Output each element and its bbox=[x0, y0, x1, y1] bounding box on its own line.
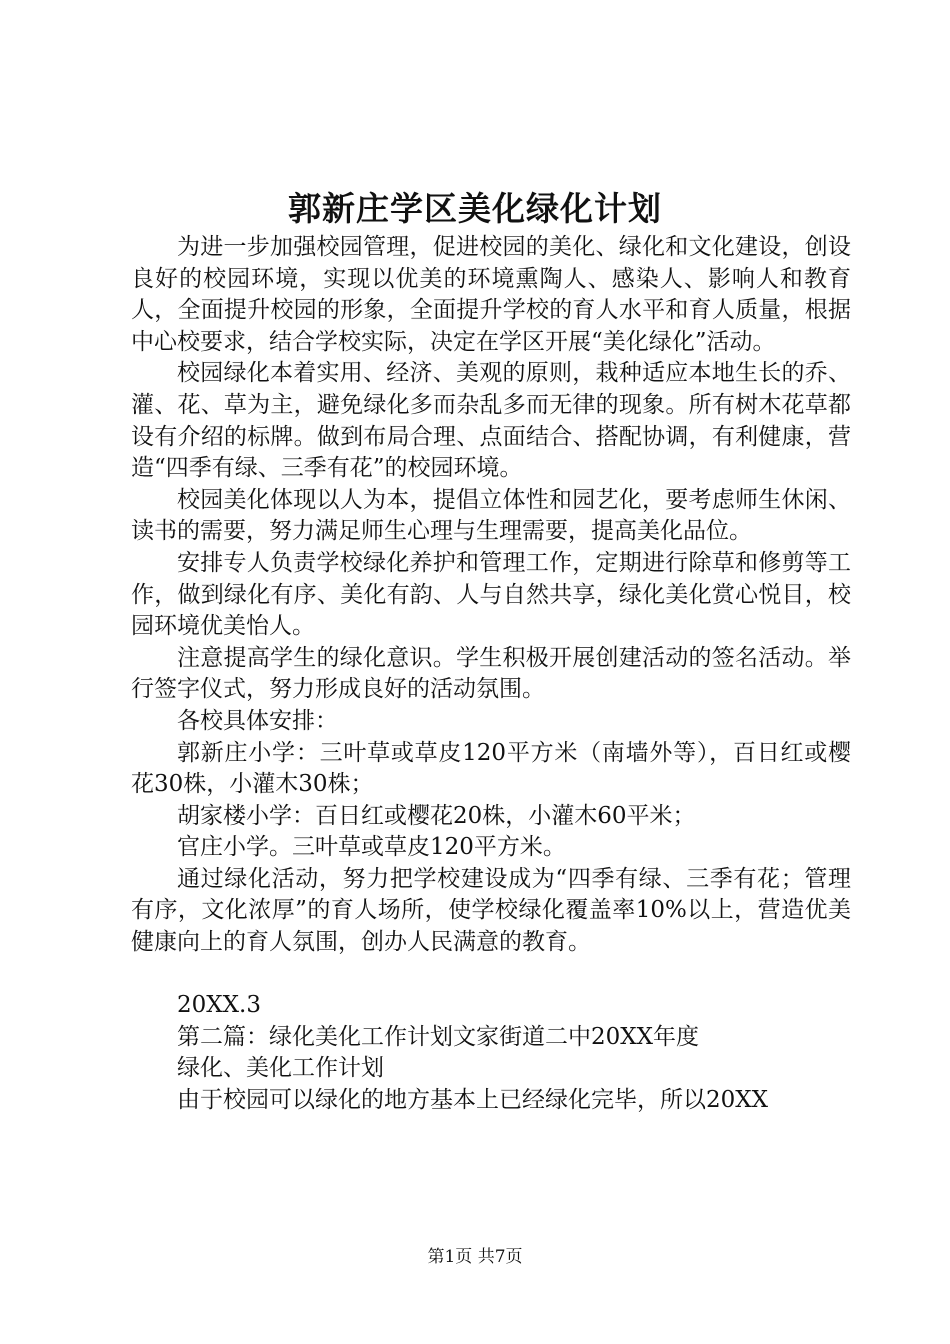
second-article-subheading: 绿化、美化工作计划 bbox=[177, 1055, 384, 1082]
paragraph-greening-principles: 校园绿化本着实用、经济、美观的原则，栽种适应本地生长的乔、灌、花、草为主，避免绿化多而杂乱多而无律的现象。所有树木花草都设有介绍的标牌。做到布局合理、点面结合、搭配协调，有利健康，营造“四季有绿、三季有花”的校园环境。 bbox=[131, 360, 851, 482]
paragraph-maintenance: 安排专人负责学校绿化养护和管理工作，定期进行除草和修剪等工作，做到绿化有序、美化有韵、人与自然共享，绿化美化赏心悦目，校园环境优美怡人。 bbox=[131, 549, 851, 640]
paragraph-guanzhuang-school: 官庄小学。三叶草或草皮120平方米。 bbox=[177, 834, 566, 861]
document-title: 郭新庄学区美化绿化计划 bbox=[288, 189, 662, 228]
document-body bbox=[131, 232, 851, 1117]
paragraph-hujialou-school: 胡家楼小学：百日红或樱花20株，小灌木60平米； bbox=[177, 802, 696, 829]
paragraph-school-arrangements-heading: 各校具体安排： bbox=[177, 707, 338, 734]
paragraph-conclusion: 通过绿化活动，努力把学校建设成为“四季有绿、三季有花；管理有序，文化浓厚”的育人场所，使学校绿化覆盖率10%以上，营造优美健康向上的育人氛围，创办人民满意的教育。 bbox=[131, 865, 851, 956]
paragraph-guoxinzhuang-school: 郭新庄小学：三叶草或草皮120平方米（南墙外等），百日红或樱花30株，小灌木30株； bbox=[131, 739, 851, 798]
paragraph-beautification: 校园美化体现以人为本，提倡立体性和园艺化，要考虑师生休闲、读书的需要，努力满足师生心理与生理需要，提高美化品位。 bbox=[131, 486, 851, 545]
second-article-paragraph: 由于校园可以绿化的地方基本上已经绿化完毕，所以20XX bbox=[177, 1087, 769, 1114]
page-number-footer: 第1页 共7页 bbox=[427, 1247, 523, 1267]
second-article-heading: 第二篇：绿化美化工作计划文家街道二中20XX年度 bbox=[177, 1023, 700, 1050]
paragraph-awareness: 注意提高学生的绿化意识。学生积极开展创建活动的签名活动。举行签字仪式，努力形成良好的活动氛围。 bbox=[131, 644, 851, 703]
document-date: 20XX.3 bbox=[177, 992, 261, 1019]
paragraph-intro: 为进一步加强校园管理，促进校园的美化、绿化和文化建设，创设良好的校园环境，实现以优美的环境熏陶人、感染人、影响人和教育人，全面提升校园的形象，全面提升学校的育人水平和育人质量，根据中心校要求，结合学校实际，决定在学区开展“美化绿化”活动。 bbox=[131, 234, 851, 355]
